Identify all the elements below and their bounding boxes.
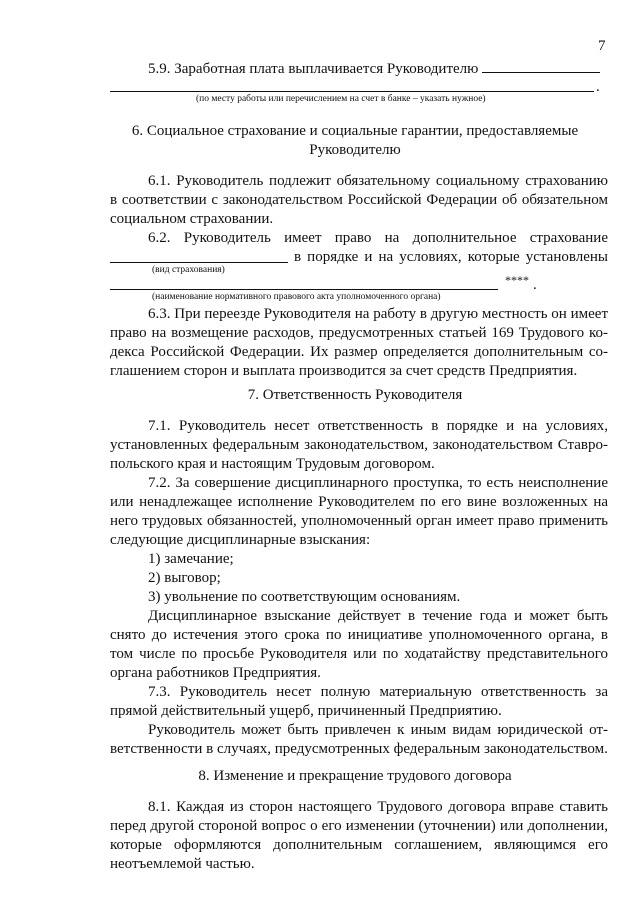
clause-7-2-line-4: следующие дисциплинарные взыскания: bbox=[110, 532, 371, 548]
clause-8-1-line-2: перед другой стороной вопрос о его изменении (уточнении) или дополнении, bbox=[110, 818, 608, 834]
clause-6-2-line-2: в порядке и на условиях, которые установлены bbox=[294, 249, 608, 265]
legal-liability-line-2: ветственности в случаях, предусмотренных федеральным законодательством. bbox=[110, 741, 608, 757]
disciplinary-para-line-1: Дисциплинарное взыскание действует в течение года и может быть bbox=[148, 608, 608, 624]
legal-act-caption: (наименование нормативного правового акта уполномоченного органа) bbox=[152, 292, 441, 302]
clause-8-1-line-3: которые оформляются дополнительным соглашением, являющимся его bbox=[110, 837, 608, 853]
penalty-list-item: 2) выговор; bbox=[148, 570, 221, 586]
clause-8-1-line-4: неотъемлемой частью. bbox=[110, 856, 255, 872]
clause-7-2-line-3: него трудовых обязанностей, уполномоченный орган имеет право применить bbox=[110, 513, 608, 529]
clause-6-3-line-3: декса Российской Федерации. Их размер определяется дополнительным со- bbox=[110, 344, 608, 360]
clause-7-1-line-2: установленных федеральным законодательством, законодательством Ставро- bbox=[110, 437, 608, 453]
insurance-type-blank-line bbox=[110, 262, 288, 263]
payment-method-blank-line-1 bbox=[482, 72, 600, 73]
clause-6-1-line-1: 6.1. Руководитель подлежит обязательному социальному страхованию bbox=[148, 173, 608, 189]
disciplinary-para-line-4: органа работников Предприятия. bbox=[110, 665, 321, 681]
clause-7-3-line-2: прямой действительный ущерб, причиненный Предприятию. bbox=[110, 703, 502, 719]
disciplinary-para-line-3: том числе по просьбе Руководителя или по ходатайству представительного bbox=[110, 646, 608, 662]
clause-6-2-trail: . bbox=[533, 277, 537, 293]
payment-method-caption: (по месту работы или перечислением на счет в банке – указать нужное) bbox=[196, 94, 486, 104]
clause-5-9-trail: . bbox=[596, 79, 600, 95]
insurance-type-caption: (вид страхования) bbox=[152, 265, 225, 275]
section-8-title: 8. Изменение и прекращение трудового договора bbox=[198, 768, 512, 784]
clause-7-1-line-3: польского края и настоящим Трудовым договором. bbox=[110, 456, 435, 472]
clause-5-9-text: 5.9. Заработная плата выплачивается Руководителю bbox=[148, 61, 479, 77]
payment-method-blank-line-2 bbox=[110, 91, 594, 92]
legal-liability-line-1: Руководитель может быть привлечен к иным видам юридической от- bbox=[148, 722, 608, 738]
clause-7-1-line-1: 7.1. Руководитель несет ответственность в порядке и на условиях, bbox=[148, 418, 608, 434]
clause-7-2-line-2: или ненадлежащее исполнение Руководителем по его вине возложенных на bbox=[110, 494, 608, 510]
section-6-title-line-1: 6. Социальное страхование и социальные гарантии, предоставляемые bbox=[131, 123, 579, 139]
clause-7-3-line-1: 7.3. Руководитель несет полную материальную ответственность за bbox=[148, 684, 608, 700]
clause-7-2-line-1: 7.2. За совершение дисциплинарного проступка, то есть неисполнение bbox=[148, 475, 608, 491]
clause-6-3-line-1: 6.3. При переезде Руководителя на работу в другую местность он имеет bbox=[148, 306, 608, 322]
penalty-list-item: 3) увольнение по соответствующим основаниям. bbox=[148, 589, 461, 605]
legal-act-blank-line bbox=[110, 289, 498, 290]
section-7-title: 7. Ответственность Руководителя bbox=[247, 387, 463, 403]
clause-6-2-line-1: 6.2. Руководитель имеет право на дополнительное страхование bbox=[148, 230, 608, 246]
penalty-list-item: 1) замечание; bbox=[148, 551, 234, 567]
page-number: 7 bbox=[598, 38, 606, 54]
clause-6-3-line-4: глашением сторон и выплата производится за счет средств Предприятия. bbox=[110, 363, 578, 379]
clause-6-3-line-2: право на возмещение расходов, предусмотренных статьей 169 Трудового ко- bbox=[110, 325, 608, 341]
footnote-stars: **** bbox=[505, 273, 529, 287]
clause-6-1-line-2: в соответствии с законодательством Российской Федерации об обязательном bbox=[110, 192, 608, 208]
disciplinary-para-line-2: снято до истечения этого срока по инициативе уполномоченного органа, в bbox=[110, 627, 608, 643]
section-6-title-line-2: Руководителю bbox=[309, 142, 401, 158]
clause-8-1-line-1: 8.1. Каждая из сторон настоящего Трудового договора вправе ставить bbox=[148, 799, 608, 815]
clause-6-1-line-3: социальном страховании. bbox=[110, 211, 274, 227]
